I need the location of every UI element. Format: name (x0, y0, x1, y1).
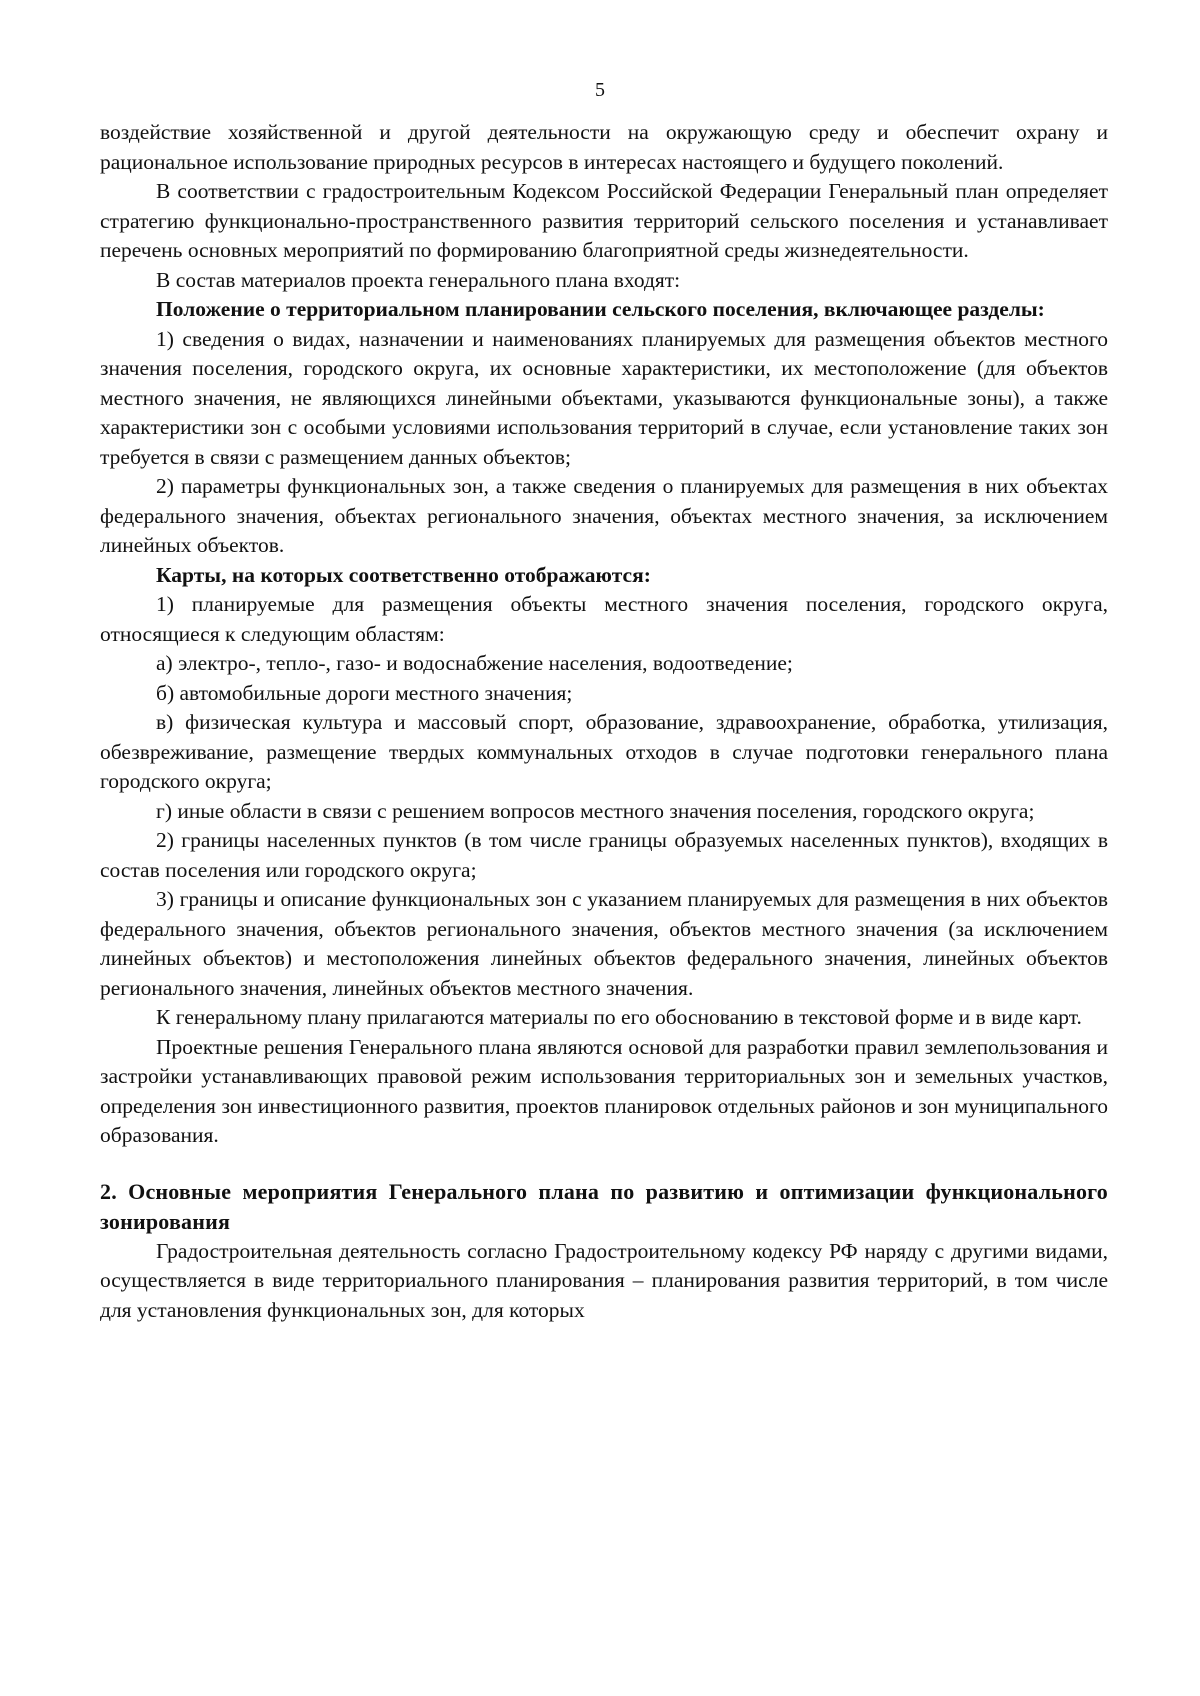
list-item: 2) границы населенных пунктов (в том числе границы образуемых населенных пунктов), входящих в состав поселения или городского округа; (100, 828, 1108, 882)
paragraph: В состав материалов проекта генерального плана входят: (156, 267, 681, 292)
list-subitem: б) автомобильные дороги местного значения; (156, 680, 573, 705)
paragraph: К генеральному плану прилагаются материалы по его обоснованию в текстовой форме и в виде карт. (156, 1005, 1082, 1029)
list-item: 3) границы и описание функциональных зон с указанием планируемых для размещения в них объектов федерального значения, объектов регионального значения, объектов местного значения (за исключением линейных объектов) и местоположения линейных объектов федерального значения, линейных объектов регионального значения, линейных объектов местного значения. (100, 887, 1108, 1000)
list-subitem: г) иные области в связи с решением вопросов местного значения поселения, городского округа; (156, 798, 1035, 823)
paragraph: В соответствии с градостроительным Кодексом Российской Федерации Генеральный план определяет стратегию функционально-пространственного развития территорий сельского поселения и устанавливает перечень основных мероприятий по формированию благоприятной среды жизнедеятельности. (100, 179, 1108, 262)
paragraph: воздействие хозяйственной и другой деятельности на окружающую среду и обеспечит охрану и рациональное использование природных ресурсов в интересах настоящего и будущего поколений. (100, 120, 1108, 174)
paragraph: Градостроительная деятельность согласно Градостроительному кодексу РФ наряду с другими видами, осуществляется в виде территориального планирования – планирования развития территорий, в том числе для установления функциональных зон, для которых (100, 1238, 1108, 1322)
list-item: 2) параметры функциональных зон, а также сведения о планируемых для размещения в них объектах федерального значения, объектах регионального значения, объектах местного значения, за исключением линейных объектов. (100, 474, 1108, 557)
section-heading: 2. Основные мероприятия Генерального плана по развитию и оптимизации функционального зонирования (100, 1178, 1108, 1234)
bold-subheading: Карты, на которых соответственно отображаются: (156, 562, 651, 587)
page-content (100, 118, 1108, 1325)
list-item: 1) сведения о видах, назначении и наименованиях планируемых для размещения объектов местного значения поселения, городского округа, их основные характеристики, их местоположение (для объектов местного значения, не являющихся линейными объектами, указываются функциональные зоны), а также характеристики зон с особыми условиями использования территорий в случае, если установление таких зон требуется в связи с размещением данных объектов; (100, 326, 1108, 469)
list-item: 1) планируемые для размещения объекты местного значения поселения, городского округа, относящиеся к следующим областям: (100, 592, 1108, 646)
list-subitem: а) электро-, тепло-, газо- и водоснабжение населения, водоотведение; (156, 651, 793, 675)
page-number: 5 (595, 79, 605, 101)
bold-subheading: Положение о территориальном планировании сельского поселения, включающее разделы: (156, 297, 1045, 321)
paragraph: Проектные решения Генерального плана являются основой для разработки правил землепользования и застройки устанавливающих правовой режим использования территориальных зон и земельных участков, определения зон инвестиционного развития, проектов планировок отдельных районов и зон муниципального образования. (100, 1034, 1108, 1147)
list-subitem: в) физическая культура и массовый спорт, образование, здравоохранение, обработка, утилизация, обезвреживание, размещение твердых коммунальных отходов в случае подготовки генерального плана городского округа; (100, 710, 1108, 793)
